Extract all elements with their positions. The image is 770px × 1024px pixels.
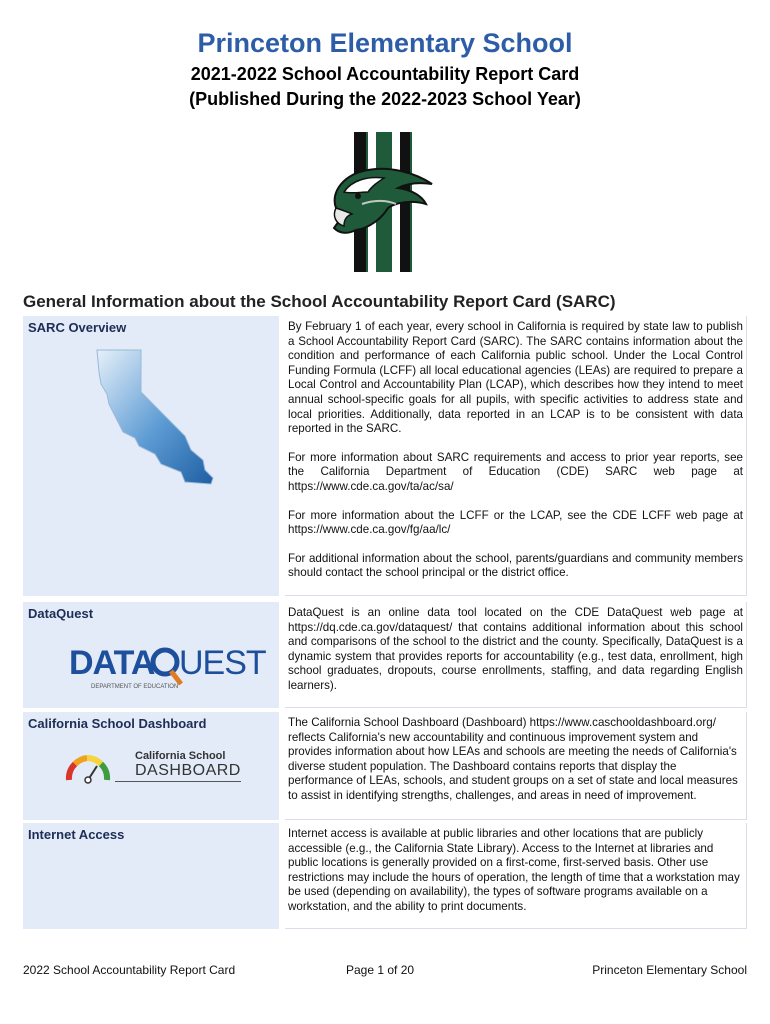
paragraph: The California School Dashboard (Dashboard) https://www.caschooldashboard.org/ reflects California's new accountability and continuous improvement system and provides information about how LEAs and schools are meeting the needs of California's diverse student population. The Dashboard contains reports that display the performance of LEAs, schools, and student groups on a set of state and local measures to assist in identifying strengths, challenges, and areas in need of improvement.	[288, 716, 738, 802]
page-title: Princeton Elementary School	[197, 28, 573, 58]
row-content-cell	[285, 602, 747, 708]
row-label-cell	[23, 712, 279, 820]
eagle-logo-icon	[322, 130, 440, 274]
divider	[115, 781, 241, 782]
dataquest-logo: DATA UEST DEPARTMENT OF EDUCATION	[69, 644, 266, 690]
row-label-cell	[23, 602, 279, 708]
dataquest-row	[23, 602, 747, 708]
paragraph: Internet access is available at public libraries and other locations that are publicly accessible (e.g., the California State Library). Access to the Internet at libraries and public locations is generally provided on a first-come, first-served basis. Other use restrictions may include the hours of operation, the length of time that a workstation may be used (depending on availability), the types of software programs available on a workstation, and the ability to print documents.	[288, 827, 740, 913]
row-label: Internet Access	[28, 827, 125, 842]
paragraph: For additional information about the school, parents/guardians and community members should contact the school principal or the district office.	[288, 551, 743, 580]
paragraph: For more information about the LCFF or the LCAP, see the CDE LCFF web page at https://www.cde.ca.gov/fg/aa/lc/	[288, 508, 743, 537]
california-map-icon	[95, 348, 220, 488]
dashboard-logo-line2: DASHBOARD	[135, 762, 241, 779]
paragraph: DataQuest is an online data tool located on the CDE DataQuest web page at https://dq.cde.ca.gov/dataquest/ that contains additional information about this school and comparisons of the school to the district and the county. Specifically, DataQuest is a dynamic system that provides reports for accountability (e.g., test data, enrollment, high school graduates, dropouts, course enrollments, staffing, and data regarding English learners).	[288, 606, 743, 692]
footer-left: 2022 School Accountability Report Card	[23, 963, 236, 977]
dashboard-logo-line1: California School	[135, 750, 226, 762]
footer-right: Princeton Elementary School	[592, 963, 747, 977]
report-title: 2021-2022 School Accountability Report Card	[190, 64, 580, 84]
row-label: SARC Overview	[28, 320, 127, 335]
published-note: (Published During the 2022-2023 School Year)	[189, 89, 581, 109]
paragraph: For more information about SARC requirements and access to prior year reports, see the California Department of Education (CDE) SARC web page at https://www.cde.ca.gov/ta/ac/sa/	[288, 450, 743, 493]
internet-access-row	[23, 823, 747, 929]
section-heading: General Information about the School Accountability Report Card (SARC)	[23, 292, 616, 311]
row-label-cell	[23, 823, 279, 929]
gauge-icon	[63, 748, 113, 784]
sarc-overview-row	[23, 316, 747, 596]
row-content-cell	[285, 823, 747, 929]
footer-page-number: Page 1 of 20	[346, 963, 415, 977]
row-label: California School Dashboard	[28, 716, 207, 731]
row-label: DataQuest	[28, 606, 94, 621]
row-content-cell	[285, 316, 747, 596]
paragraph: By February 1 of each year, every school in California is required by state law to publish a School Accountability Report Card (SARC). The SARC contains information about the condition and performance of each California public school. Under the Local Control Funding Formula (LCFF) all local educational agencies (LEAs) are required to prepare a Local Control and Accountability Plan (LCAP), which describes how they intend to meet annual school-specific goals for all pupils, with specific activities to address state and local priorities. Additionally, data reported in an LCAP is to be consistent with data reported in the SARC.	[288, 320, 743, 436]
dashboard-row	[23, 712, 747, 820]
row-content-cell	[285, 712, 747, 820]
row-label-cell	[23, 316, 279, 596]
